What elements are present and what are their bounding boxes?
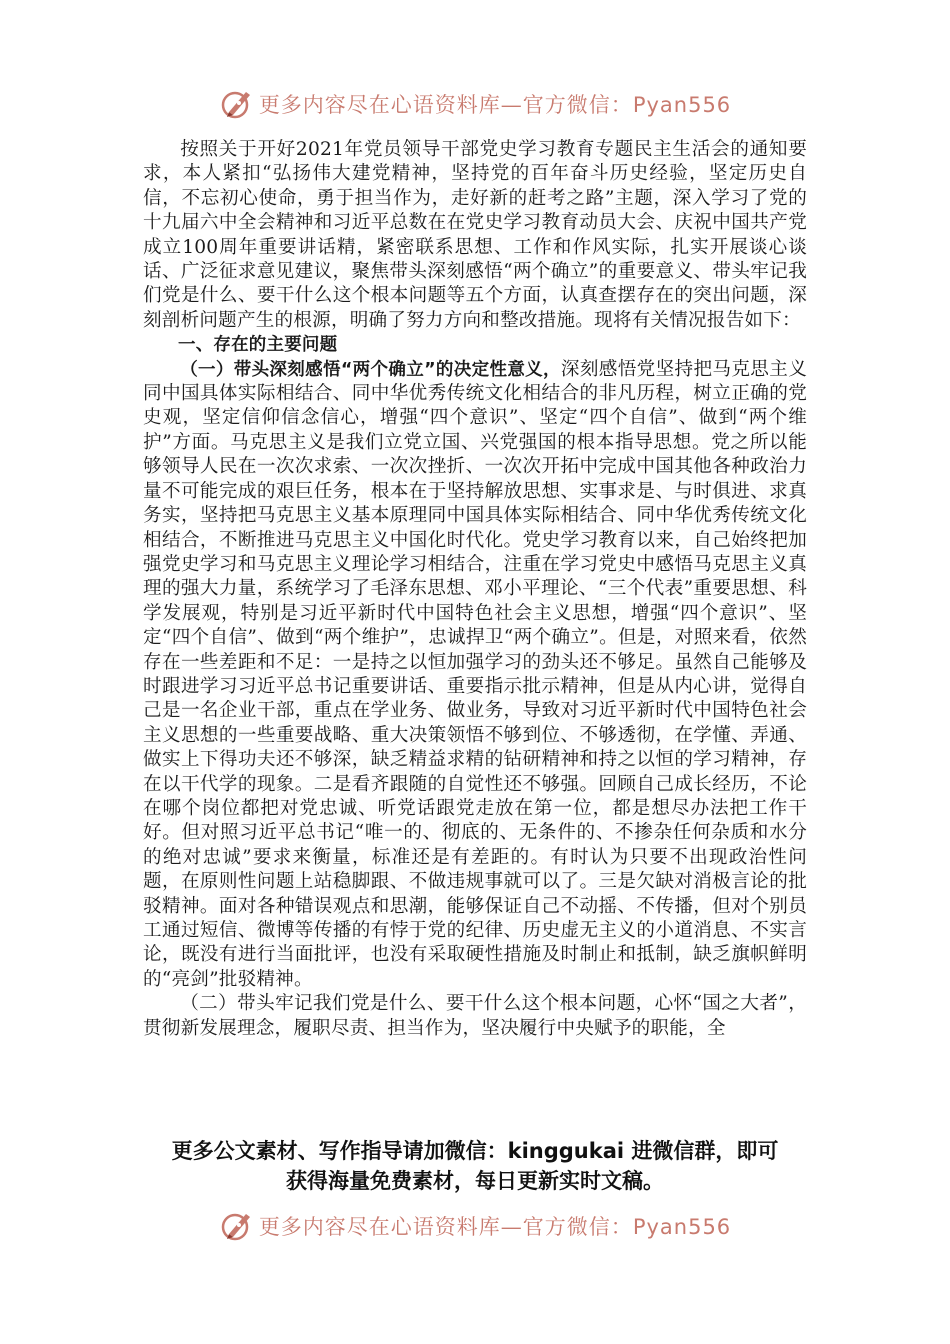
item-1-body: 深刻感悟党坚持把马克思主义同中国具体实际相结合、同中华优秀传统文化相结合的非凡历程，树立正确的党史观，坚定信仰信念信心，增强“四个意识”、坚定“四个自信”、做到“两个维护”方面。马克思主义是我们立党立国、兴党强国的根本指导思想。党之所以能够领导人民在一次次求索、一次次挫折、一次次开拓中完成中国其他各种政治力量不可能完成的艰巨任务，根本在于坚持解放思想、实事求是、与时俱进、求真务实，坚持把马克思主义基本原理同中国具体实际相结合、同中华优秀传统文化相结合，不断推进马克思主义中国化时代化。党史学习教育以来，自己始终把加强党史学习和马克思主义理论学习相结合，注重在学习党史中感悟马克思主义真理的强大力量，系统学习了毛泽东思想、邓小平理论、“三个代表”重要思想、科学发展观，特别是习近平新时代中国特色社会主义思想，增强“四个意识”、坚定“四个自信”、做到“两个维护”，忠诚捍卫“两个确立”。但是，对照来看，依然存在一些差距和不足：一是持之以恒加强学习的劲头还不够足。虽然自己能够及时跟进学习习近平总书记重要讲话、重要指示批示精神，但是从内心讲，觉得自己是一名企业干部，重点在学业务、做业务，导致对习近平新时代中国特色社会主义思想的一些重要战略、重大决策领悟不够到位、不够透彻，在学懂、弄通、做实上下得功夫还不够深，缺乏精益求精的钻研精神和持之以恒的学习精神，存在以干代学的现象。二是看齐跟随的自觉性还不够强。回顾自己成长经历，不论在哪个岗位都把对党忠诚、听党话跟党走放在第一位，都是想尽办法把工作干好。但对照习近平总书记“唯一的、彻底的、无条件的、不掺杂任何杂质和水分的绝对忠诚”要求来衡量，标准还是有差距的。有时认为只要不出现政治性问题，在原则性问题上站稳脚跟、不做违规事就可以了。三是欠缺对消极言论的批驳精神。面对各种错误观点和思潮，能够保证自己不动摇、不传播，但对个别员工通过短信、微博等传播的有悖于党的纪律、历史虚无主义的小道消息、不实言论，既没有进行当面批评，也没有采取硬性措施及时制止和抵制，缺乏旗帜鲜明的“亮剑”批驳精神。 [143,358,807,990]
watermark-text: 更多内容尽在心语资料库—官方微信：Pyan556 [258,93,732,117]
item-1-lead: （一）带头深刻感悟“两个确立”的决定性意义， [180,359,561,380]
watermark-header [0,82,950,126]
intro-paragraph: 按照关于开好2021年党员领导干部党史学习教育专题民主生活会的通知要求，本人紧扣“弘扬伟大建党精神，坚持党的百年奋斗历史经验，坚定历史自信，不忘初心使命，勇于担当作为，走好新的赶考之路”主题，深入学习了党的十九届六中全会精神和习近平总数在在党史学习教育动员大会、庆祝中国共产党成立100周年重要讲话精，紧密联系思想、工作和作风实际，扎实开展谈心谈话、广泛征求意见建议，聚焦带头深刻感悟“两个确立”的重要意义、带头牢记我们党是什么、要干什么这个根本问题等五个方面，认真查摆存在的突出问题，深刻剖析问题产生的根源，明确了努力方向和整改措施。现将有关情况报告如下： [143,139,807,331]
item-1-paragraph [143,358,807,993]
promo-line-2: 获得海量免费素材，每日更新实时文稿。 [286,1169,664,1193]
pen-circle-logo-icon [219,1208,255,1244]
watermark-footer [0,1204,950,1248]
promo-line-1: 更多公文素材、写作指导请加微信：kinggukai 进微信群，即可 [171,1139,779,1163]
item-2-paragraph: （二）带头牢记我们党是什么、要干什么这个根本问题，心怀“国之大者”，贯彻新发展理念，履职尽责、担当作为，坚决履行中央赋予的职能，全 [143,993,807,1039]
watermark-text: 更多内容尽在心语资料库—官方微信：Pyan556 [258,1215,732,1239]
section-heading: 一、存在的主要问题 [178,335,338,356]
document-body [143,138,807,1041]
promo-notice [120,1136,830,1196]
pen-circle-logo-icon [219,86,255,122]
